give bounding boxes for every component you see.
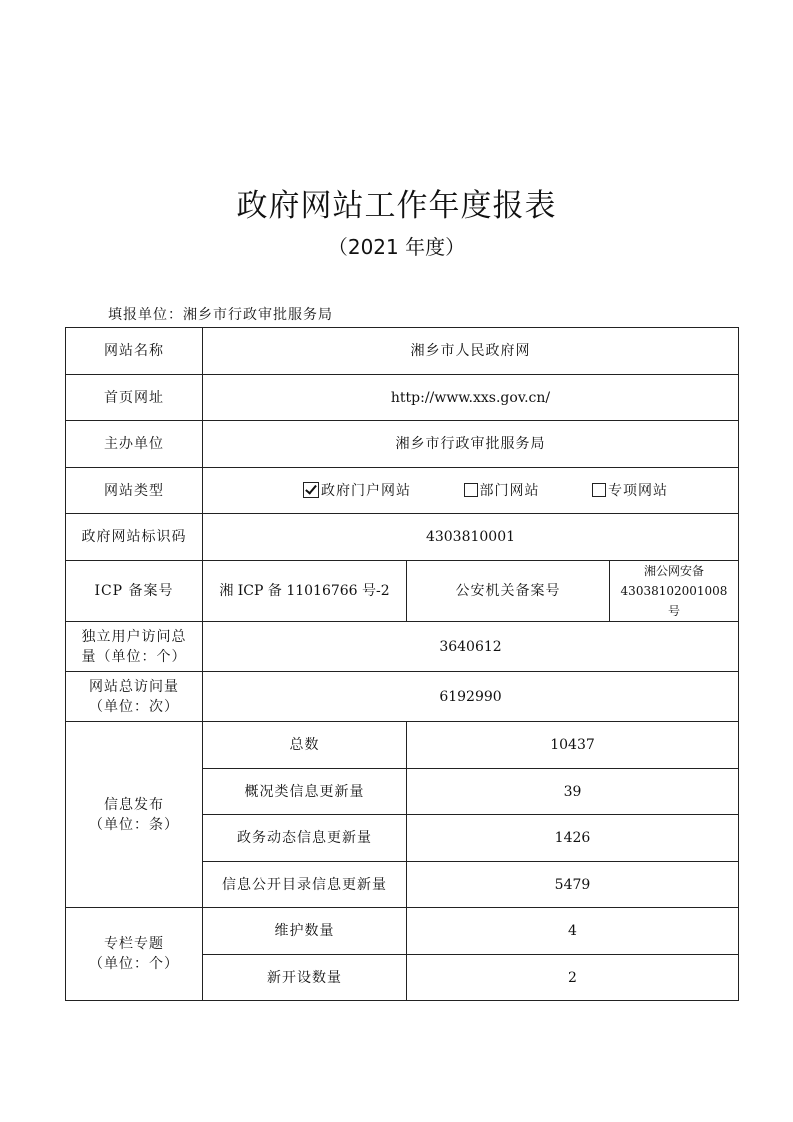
unique-visitors-value: 3640612 xyxy=(203,622,739,672)
site-type-option-label: 专项网站 xyxy=(607,482,668,499)
info-overview-value: 39 xyxy=(407,769,739,815)
page-title: 政府网站工作年度报表 xyxy=(236,188,557,224)
icp-label: ICP 备案号 xyxy=(66,561,203,622)
checkbox-icon[interactable] xyxy=(592,483,606,497)
site-code-label: 政府网站标识码 xyxy=(66,514,203,561)
site-name-label: 网站名称 xyxy=(66,328,203,375)
site-code-value: 4303810001 xyxy=(203,514,739,561)
police-record-label: 公安机关备案号 xyxy=(407,561,610,622)
unique-visitors-label xyxy=(66,622,203,672)
columns-label xyxy=(66,908,203,1001)
info-overview-label: 概况类信息更新量 xyxy=(203,769,407,815)
site-type-option-label: 部门网站 xyxy=(479,482,540,499)
table-row xyxy=(66,514,739,561)
icp-value: 湘 ICP 备 11016766 号-2 xyxy=(203,561,407,622)
table-row xyxy=(66,328,739,375)
total-visits-value: 6192990 xyxy=(203,672,739,722)
site-type-option-department[interactable] xyxy=(464,481,540,501)
table-row xyxy=(66,622,739,672)
info-release-label-line1: 信息发布 xyxy=(104,796,164,813)
report-year: （2021 年度） xyxy=(327,235,466,259)
police-record-line2: 43038102001008 号 xyxy=(620,584,728,618)
unique-visitors-label-line2: 量（单位：个） xyxy=(81,648,187,665)
table-row xyxy=(66,722,739,769)
checkbox-icon[interactable] xyxy=(464,483,478,497)
table-row xyxy=(66,908,739,955)
total-visits-label-line2: （单位：次） xyxy=(89,698,179,715)
columns-new-label: 新开设数量 xyxy=(203,955,407,1001)
site-type-option-label: 政府门户网站 xyxy=(321,482,412,499)
info-news-label: 政务动态信息更新量 xyxy=(203,815,407,862)
columns-maintained-label: 维护数量 xyxy=(203,908,407,955)
columns-label-line1: 专栏专题 xyxy=(104,936,164,952)
info-disclosure-label: 信息公开目录信息更新量 xyxy=(203,862,407,908)
sponsor-value: 湘乡市行政审批服务局 xyxy=(203,421,739,468)
info-release-label xyxy=(66,722,203,908)
info-total-label: 总数 xyxy=(203,722,407,769)
checkbox-checked-icon[interactable] xyxy=(303,482,319,498)
site-type-option-special[interactable] xyxy=(592,481,668,501)
table-row xyxy=(66,468,739,514)
homepage-url[interactable]: http://www.xxs.gov.cn/ xyxy=(203,375,739,421)
info-disclosure-value: 5479 xyxy=(407,862,739,908)
unique-visitors-label-line1: 独立用户访问总 xyxy=(81,628,187,645)
table-row xyxy=(66,561,739,622)
info-news-value: 1426 xyxy=(407,815,739,862)
site-type-options xyxy=(203,468,739,514)
total-visits-label xyxy=(66,672,203,722)
site-type-option-portal[interactable] xyxy=(303,481,411,501)
table-row xyxy=(66,375,739,421)
info-total-value: 10437 xyxy=(407,722,739,769)
homepage-label: 首页网址 xyxy=(66,375,203,421)
site-name-value: 湘乡市人民政府网 xyxy=(203,328,739,375)
filler-unit: 填报单位：湘乡市行政审批服务局 xyxy=(108,307,333,323)
report-table xyxy=(65,327,739,1001)
columns-new-value: 2 xyxy=(407,955,739,1001)
columns-maintained-value: 4 xyxy=(407,908,739,955)
police-record-value xyxy=(610,561,739,622)
table-row xyxy=(66,421,739,468)
site-type-label: 网站类型 xyxy=(66,468,203,514)
info-release-label-line2: （单位：条） xyxy=(89,816,179,833)
columns-label-line2: （单位：个） xyxy=(89,956,179,972)
total-visits-label-line1: 网站总访问量 xyxy=(89,678,179,695)
police-record-line1: 湘公网安备 xyxy=(643,564,704,578)
sponsor-label: 主办单位 xyxy=(66,421,203,468)
table-row xyxy=(66,672,739,722)
